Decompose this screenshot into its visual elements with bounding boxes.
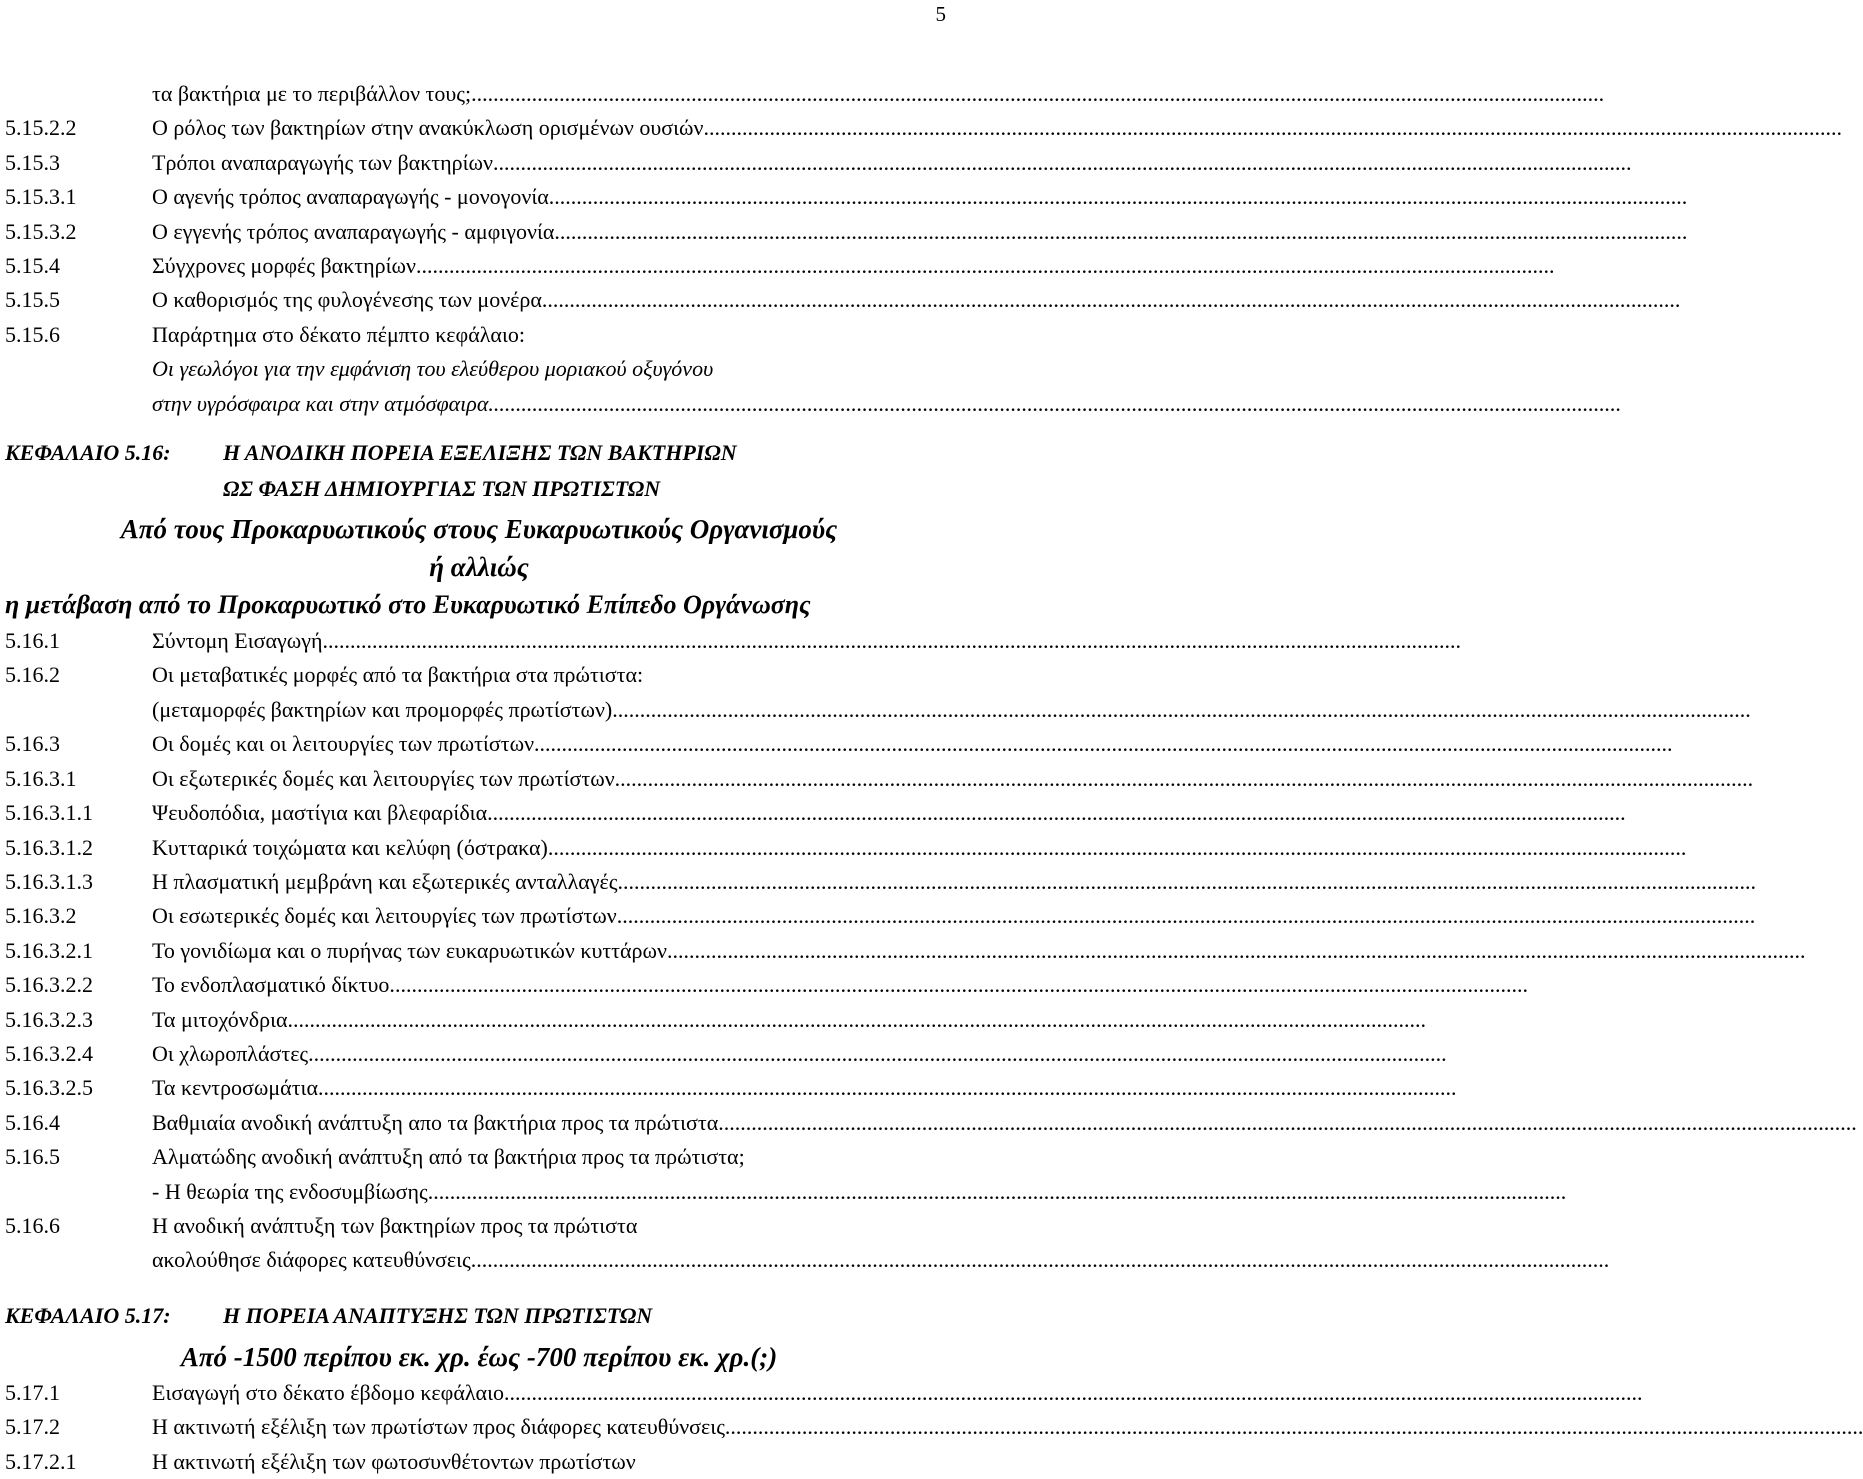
toc-entry-number: 5.17.1 <box>5 1379 60 1405</box>
dot-leader: .............................................................................................................................................................................................................. <box>723 1109 1857 1135</box>
dot-leader: .............................................................................................................................................................................................................. <box>554 184 1688 210</box>
toc-section-5-16 <box>5 624 1857 1278</box>
dot-leader: .............................................................................................................................................................................................................. <box>547 287 1681 313</box>
toc-entry-number <box>5 387 152 421</box>
toc-entry-number: 5.17.2 <box>5 1414 60 1440</box>
dot-leader: .............................................................................................................................................................................................................. <box>433 1178 1567 1204</box>
toc-entry <box>5 1106 1857 1140</box>
toc-entry-title: Εισαγωγή στο δέκατο έβδομο κεφάλαιο............................................................................................................................................................................................................... <box>152 1379 1643 1405</box>
toc-entry-number <box>5 352 152 386</box>
chapter-title: Η ΑΝΟΔΙΚΗ ΠΟΡΕΙΑ ΕΞΕΛΙΞΗΣ ΤΩΝ ΒΑΚΤΗΡΙΩΝ <box>223 440 737 466</box>
toc-entry <box>5 77 1605 111</box>
dot-leader: .............................................................................................................................................................................................................. <box>421 253 1555 279</box>
toc-entry <box>5 934 1806 968</box>
toc-entry-number: 5.15.3 <box>5 149 60 175</box>
toc-entry <box>5 318 953 352</box>
toc-entry-title: Οι εξωτερικές δομές και λειτουργίες των πρωτίστων............................................................................................................................................................................................................... <box>152 765 1754 791</box>
toc-entry-number: 5.15.5 <box>5 287 60 313</box>
toc-entry-title: ακολούθησε διάφορες κατευθύνσεις............................................................................................................................................................................................................... <box>152 1247 1610 1273</box>
toc-entry-title: Οι εσωτερικές δομές και λειτουργίες των πρωτίστων............................................................................................................................................................................................................... <box>152 903 1756 929</box>
toc-entry-title: Τα κεντροσωμάτια............................................................................................................................................................................................................... <box>152 1075 1457 1101</box>
toc-entry-title: - Η θεωρία της ενδοσυμβίωσης............................................................................................................................................................................................................... <box>152 1178 1567 1204</box>
dot-leader: .............................................................................................................................................................................................................. <box>539 731 1673 757</box>
toc-entry-number: 5.15.3.1 <box>5 184 77 210</box>
chapter-heading-5-16 <box>5 435 953 471</box>
toc-entry-number: 5.16.3.1.2 <box>5 834 93 860</box>
toc-entry-title: Το γονιδίωμα και ο πυρήνας των ευκαρυωτικών κυττάρων............................................................................................................................................................................................................... <box>152 937 1806 963</box>
toc-entry-number: 5.16.3.2.1 <box>5 937 93 963</box>
toc-entry-number <box>5 1175 152 1209</box>
toc-entry <box>5 658 953 692</box>
chapter-title: Η ΠΟΡΕΙΑ ΑΝΑΠΤΥΞΗΣ ΤΩΝ ΠΡΩΤΙΣΤΩΝ <box>223 1302 653 1328</box>
toc-entry <box>5 762 1754 796</box>
toc-entry-title: τα βακτήρια με το περιβάλλον τους;.............................................................................................................................................................................................................. <box>152 81 1605 106</box>
dot-leader: .............................................................................................................................................................................................................. <box>471 81 1605 106</box>
dot-leader: .............................................................................................................................................................................................................. <box>622 903 1756 929</box>
toc-entry-number: 5.16.1 <box>5 628 60 654</box>
toc-entry <box>5 968 1528 1002</box>
toc-entry-title: Ο εγγενής τρόπος αναπαραγωγής - αμφιγονία.............................................................................................................................................................................................................. <box>152 218 1688 244</box>
chapter-title-continued: ΩΣ ΦΑΣΗ ΔΗΜΙΟΥΡΓΙΑΣ ΤΩΝ ΠΡΩΤΙΣΤΩΝ <box>223 476 661 502</box>
toc-entry-number: 5.16.6 <box>5 1212 60 1238</box>
toc-entry-number <box>5 1243 152 1277</box>
toc-entry <box>5 1071 1457 1105</box>
dot-leader: .............................................................................................................................................................................................................. <box>327 628 1461 654</box>
toc-entry-title: Η ακτινωτή εξέλιξη των φωτοσυνθέτοντων πρωτίστων <box>152 1448 636 1474</box>
dot-leader: .............................................................................................................................................................................................................. <box>488 390 1622 416</box>
toc-entry-number: 5.16.3.2 <box>5 903 77 929</box>
dot-leader: .............................................................................................................................................................................................................. <box>323 1075 1457 1101</box>
chapter-subtitle: Από -1500 περίπου εκ. χρ. έως -700 περίπου εκ. χρ.(;) <box>180 1341 778 1372</box>
dot-leader: .............................................................................................................................................................................................................. <box>617 696 1751 722</box>
toc-entry <box>5 180 1688 214</box>
toc-entry-number: 5.16.3.1.3 <box>5 868 93 894</box>
toc-entry <box>5 624 1461 658</box>
dot-leader: .............................................................................................................................................................................................................. <box>730 1414 1863 1440</box>
dot-leader: .............................................................................................................................................................................................................. <box>708 115 1842 141</box>
chapter-subtitle-or: ή αλλιώς <box>429 552 529 583</box>
toc-entry-title: Οι χλωροπλάστες............................................................................................................................................................................................................... <box>152 1040 1447 1066</box>
toc-entry-title: Σύντομη Εισαγωγή............................................................................................................................................................................................................... <box>152 628 1461 654</box>
toc-entry-title: Τρόποι αναπαραγωγής των βακτηρίων............................................................................................................................................................................................................... <box>152 149 1632 175</box>
toc-entry-number: 5.16.3.2.4 <box>5 1040 93 1066</box>
chapter-heading-5-17 <box>5 1298 953 1334</box>
dot-leader: .............................................................................................................................................................................................................. <box>476 1247 1610 1273</box>
toc-entry-title: Οι δομές και οι λειτουργίες των πρωτίστων............................................................................................................................................................................................................... <box>152 731 1673 757</box>
toc-entry-number: 5.16.4 <box>5 1109 60 1135</box>
toc-entry-title: Σύγχρονες μορφές βακτηρίων............................................................................................................................................................................................................... <box>152 253 1555 279</box>
toc-entry <box>5 1140 953 1174</box>
toc-entry <box>5 1175 1567 1209</box>
toc-entry-title: Το ενδοπλασματικό δίκτυο............................................................................................................................................................................................................... <box>152 972 1528 998</box>
toc-entry <box>5 796 1626 830</box>
toc-entry-number: 5.16.3.1.1 <box>5 800 93 826</box>
dot-leader: .............................................................................................................................................................................................................. <box>498 149 1632 175</box>
toc-entry-number <box>5 77 152 111</box>
toc-entry-title: Η πλασματική μεμβράνη και εξωτερικές ανταλλαγές............................................................................................................................................................................................................... <box>152 868 1756 894</box>
toc-entry-number: 5.16.3.2.2 <box>5 972 93 998</box>
toc-entry-title: Ο καθορισμός της φυλογένεσης των μονέρα............................................................................................................................................................................................................... <box>152 287 1681 313</box>
toc-entry-number: 5.16.3.2.5 <box>5 1075 93 1101</box>
toc-entry-title: Κυτταρικά τοιχώματα και κελύφη (όστρακα)............................................................................................................................................................................................................... <box>152 834 1687 860</box>
toc-entry-number: 5.16.3 <box>5 731 60 757</box>
chapter-label: ΚΕΦΑΛΑΙΟ 5.16: <box>5 440 171 466</box>
toc-entry-title: Οι γεωλόγοι για την εμφάνιση του ελεύθερου μοριακού οξυγόνου <box>152 356 714 382</box>
chapter-subtitle: Από τους Προκαρυωτικούς στους Ευκαρυωτικούς Οργανισμούς <box>120 514 838 545</box>
dot-leader: .............................................................................................................................................................................................................. <box>622 868 1756 894</box>
toc-entry-number: 5.17.2.1 <box>5 1448 77 1474</box>
toc-entry-title: (μεταμορφές βακτηρίων και προμορφές πρωτίστων)............................................................................................................................................................................................................... <box>152 696 1751 722</box>
toc-entry-number: 5.16.3.1 <box>5 765 77 791</box>
toc-entry <box>5 1376 1643 1410</box>
toc-entry-title: Ο αγενής τρόπος αναπαραγωγής - μονογονία............................................................................................................................................................................................................... <box>152 184 1688 210</box>
toc-entry-number: 5.16.2 <box>5 662 60 688</box>
toc-entry <box>5 1209 953 1243</box>
toc-entry <box>5 215 1688 249</box>
toc-entry-title: Η ακτινωτή εξέλιξη των πρωτίστων προς διάφορες κατευθύνσεις............................................................................................................................................................................................................... <box>152 1414 1863 1440</box>
dot-leader: .............................................................................................................................................................................................................. <box>394 972 1528 998</box>
dot-leader: .............................................................................................................................................................................................................. <box>672 937 1806 963</box>
toc-entry-number: 5.15.2.2 <box>5 115 77 141</box>
dot-leader: .............................................................................................................................................................................................................. <box>313 1040 1447 1066</box>
toc-entry <box>5 1410 1863 1444</box>
toc-entry <box>5 1003 1427 1037</box>
toc-entry-number <box>5 693 152 727</box>
toc-section-5-17 <box>5 1376 1863 1479</box>
toc-entry <box>5 831 1687 865</box>
toc-entry <box>5 1037 1447 1071</box>
dot-leader: .............................................................................................................................................................................................................. <box>620 765 1754 791</box>
toc-entry <box>5 111 1842 145</box>
dot-leader: .............................................................................................................................................................................................................. <box>293 1006 1427 1032</box>
chapter-label: ΚΕΦΑΛΑΙΟ 5.17: <box>5 1302 171 1328</box>
toc-entry-title: Ο ρόλος των βακτηρίων στην ανακύκλωση ορισμένων ουσιών............................................................................................................................................................................................................... <box>152 115 1842 141</box>
toc-entry <box>5 899 1756 933</box>
toc-entry-number: 5.15.6 <box>5 321 60 347</box>
chapter-subtitle-alt: η μετάβαση από το Προκαρυωτικό στο Ευκαρυωτικό Επίπεδο Οργάνωσης <box>5 590 811 620</box>
toc-entry <box>5 387 1622 421</box>
toc-entry-number: 5.15.4 <box>5 253 60 279</box>
toc-entry <box>5 352 953 386</box>
toc-entry-title: Παράρτημα στο δέκατο πέμπτο κεφάλαιο: <box>152 321 525 347</box>
toc-entry-title: Οι μεταβατικές μορφές από τα βακτήρια στα πρώτιστα: <box>152 662 644 688</box>
toc-entry-number: 5.16.5 <box>5 1144 60 1170</box>
toc-entry-title: στην υγρόσφαιρα και στην ατμόσφαιρα.............................................................................................................................................................................................................. <box>152 390 1622 416</box>
toc-entry-title: Η ανοδική ανάπτυξη των βακτηρίων προς τα πρώτιστα <box>152 1212 638 1238</box>
dot-leader: .............................................................................................................................................................................................................. <box>509 1379 1643 1405</box>
dot-leader: .............................................................................................................................................................................................................. <box>553 834 1687 860</box>
toc-section-5-15 <box>5 77 1842 421</box>
toc-entry-number: 5.15.3.2 <box>5 218 77 244</box>
toc-entry-title: Αλματώδης ανοδική ανάπτυξη από τα βακτήρια προς τα πρώτιστα; <box>152 1144 745 1170</box>
dot-leader: .............................................................................................................................................................................................................. <box>492 800 1626 826</box>
toc-entry <box>5 693 1751 727</box>
toc-entry <box>5 249 1555 283</box>
dot-leader: .............................................................................................................................................................................................................. <box>554 218 1688 244</box>
toc-entry <box>5 727 1673 761</box>
table-of-contents <box>5 77 1863 1479</box>
toc-entry-title: Βαθμιαία ανοδική ανάπτυξη απο τα βακτήρια προς τα πρώτιστα............................................................................................................................................................................................................... <box>152 1109 1857 1135</box>
toc-entry <box>5 1243 1610 1277</box>
toc-entry-title: Τα μιτοχόνδρια............................................................................................................................................................................................................... <box>152 1006 1427 1032</box>
page-number: 5 <box>935 2 946 26</box>
toc-entry <box>5 283 1681 317</box>
toc-entry <box>5 1445 953 1479</box>
toc-entry-title: Ψευδοπόδια, μαστίγια και βλεφαρίδια............................................................................................................................................................................................................... <box>152 800 1626 826</box>
toc-entry <box>5 865 1756 899</box>
toc-entry-number: 5.16.3.2.3 <box>5 1006 93 1032</box>
toc-entry <box>5 146 1632 180</box>
